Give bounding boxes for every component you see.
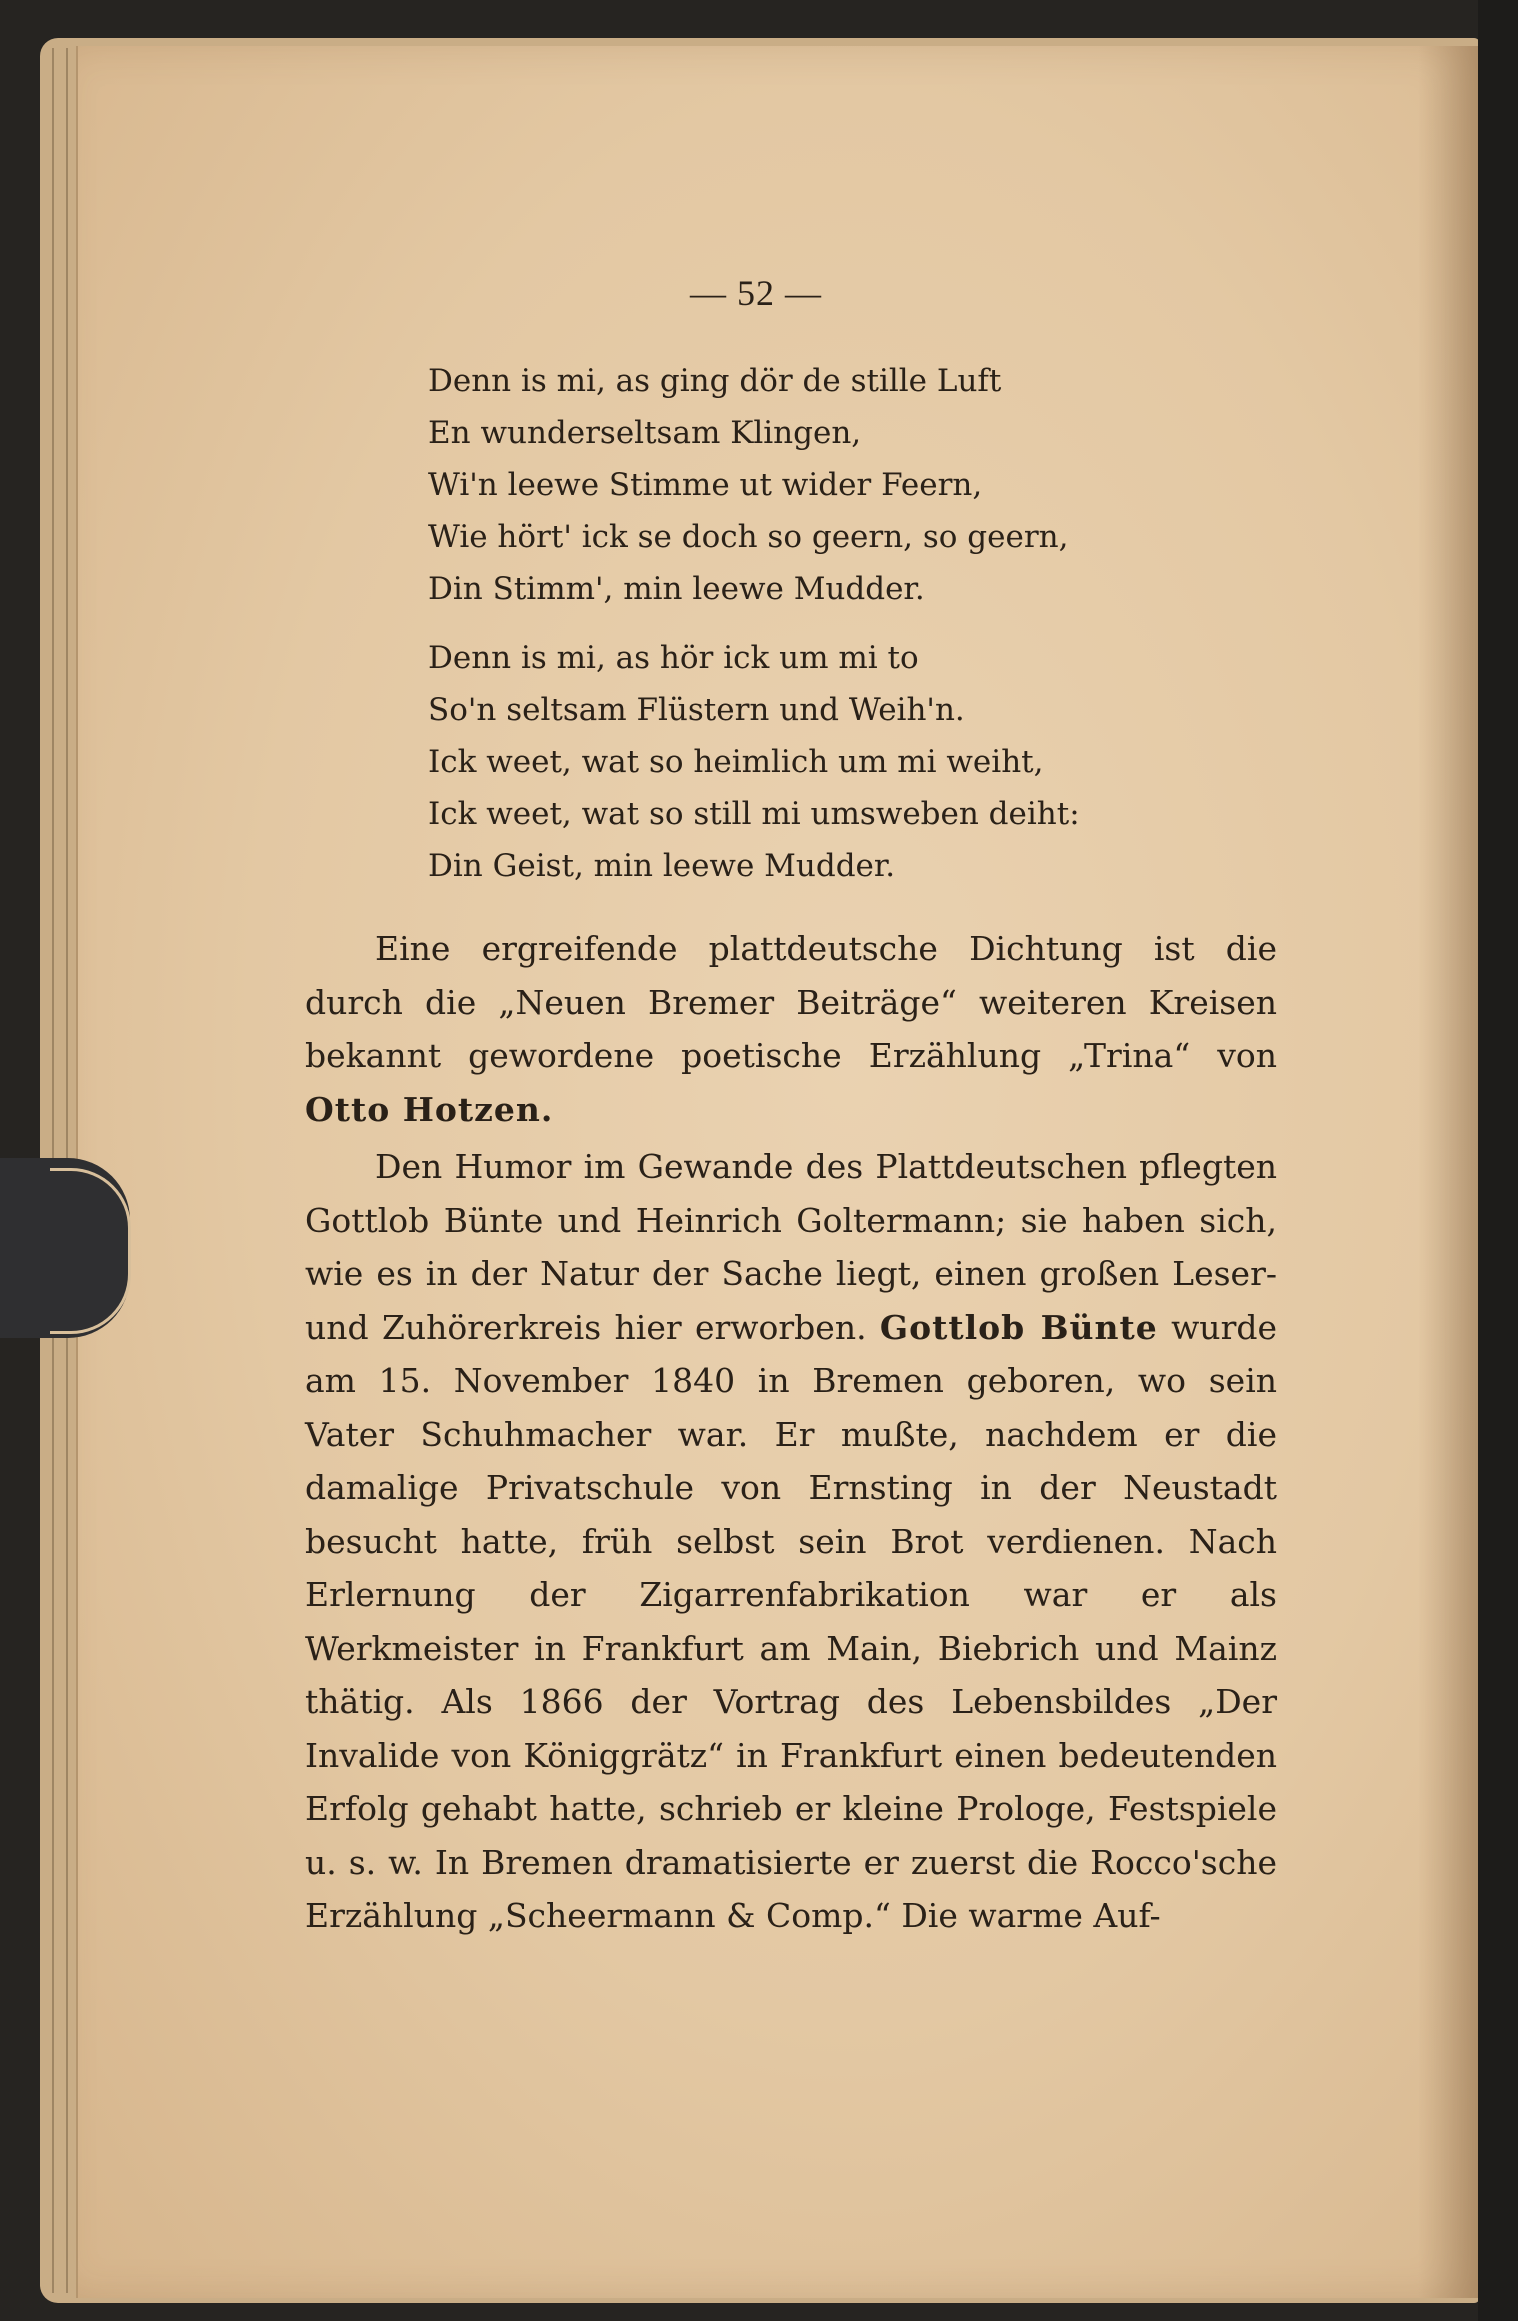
- spine-shadow: [1418, 46, 1478, 2298]
- paragraph-text: wurde am 15. November 1840 in Bremen geboren, wo sein Vater Schuhmacher war. Er mußte, nachdem er die damalige Privatschule von Ernsting in der Neustadt besucht hatte, früh selbst sein Brot verdienen. Nach Erlernung der Zigarrenfabrikation war er als Werkmeister in Frankfurt am Main, Biebrich und Mainz thätig. Als 1866 der Vortrag des Lebensbildes „Der Invalide von Königgrätz“ in Frankfurt einen bedeutenden Erfolg gehabt hatte, schrieb er kleine Prologe, Festspiele u. s. w. In Bremen dramatisierte er zuerst die Rocco'sche Erzählung „Scheermann & Comp.“ Die warme Auf-: [305, 1307, 1277, 1935]
- poem-stanza-2: [428, 632, 1128, 892]
- author-name-buente: Gottlob Bünte: [879, 1307, 1158, 1347]
- poem-line: Ick weet, wat so still mi umsweben deiht:: [428, 796, 1080, 832]
- paragraph-buente: [305, 1140, 1277, 1943]
- poem-line: En wunderseltsam Klingen,: [428, 415, 862, 451]
- bookmark-clip: [0, 1158, 130, 1338]
- paragraph-trina: [305, 922, 1277, 1136]
- poem-stanza-1: [428, 355, 1128, 615]
- poem-line: Wie hört' ick se doch so geern, so geern,: [428, 519, 1069, 555]
- poem-line: Denn is mi, as hör ick um mi to: [428, 640, 919, 676]
- poem-line: Ick weet, wat so heimlich um mi weiht,: [428, 744, 1044, 780]
- right-edge: [1478, 0, 1518, 2321]
- poem-line: Wi'n leewe Stimme ut wider Feern,: [428, 467, 983, 503]
- paragraph-text: Den Humor im Gewande des Plattdeutschen pflegten Gottlob Bünte und Heinrich Goltermann; sie haben sich, wie es in der Natur der Sache liegt, einen großen Leser- und Zuhörerkreis hier erworben.: [305, 1147, 1277, 1347]
- author-name-hotzen: Otto Hotzen.: [305, 1089, 554, 1129]
- paragraph-text: Eine ergreifende plattdeutsche Dichtung ist die durch die „Neuen Bremer Beiträge“ weiteren Kreisen bekannt gewordene poetische Erzählung „Trina“ von: [305, 929, 1277, 1075]
- poem-line: So'n seltsam Flüstern und Weih'n.: [428, 692, 965, 728]
- poem-line: Din Stimm', min leewe Mudder.: [428, 571, 925, 607]
- poem-line: Denn is mi, as ging dör de stille Luft: [428, 363, 1002, 399]
- page-number: — 52 —: [690, 273, 822, 313]
- poem-line: Din Geist, min leewe Mudder.: [428, 848, 896, 884]
